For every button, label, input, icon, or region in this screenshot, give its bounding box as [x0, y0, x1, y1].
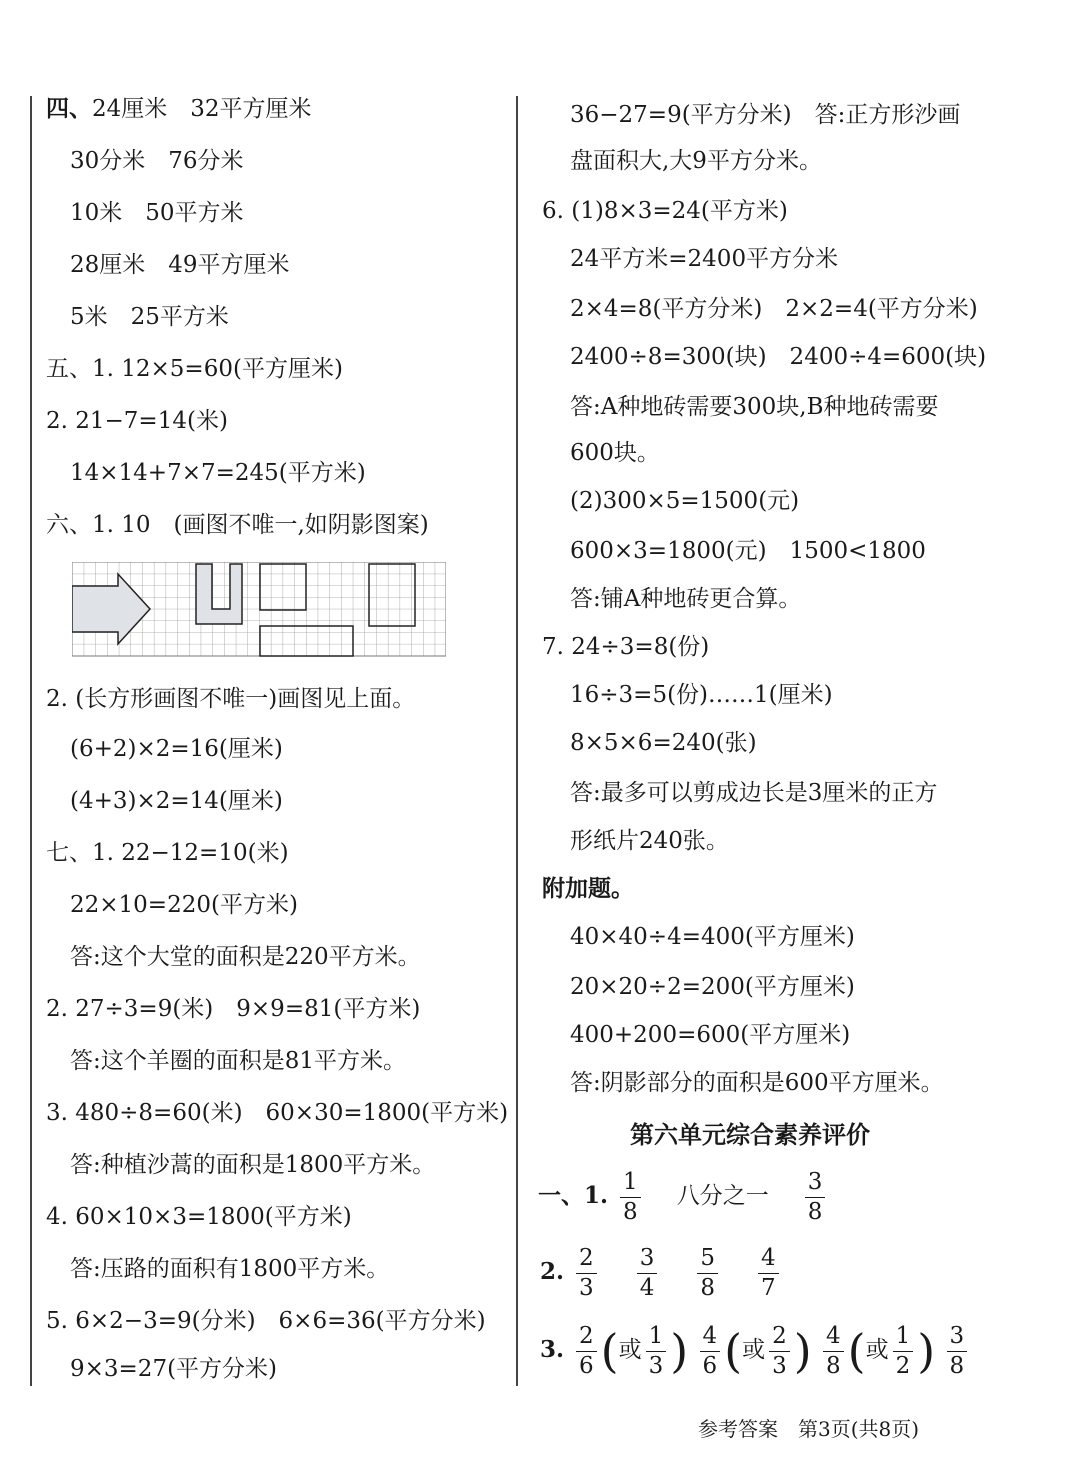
answer-line: 2. (长方形画图不唯一)画图见上面。 — [46, 686, 416, 712]
answer-line: 盘面积大,大9平方分米。 — [570, 148, 822, 174]
page-footer: 参考答案 第3页(共8页) — [698, 1417, 920, 1441]
answer-line: 10米 50平方米 — [70, 200, 244, 226]
answer-line: 36−27=9(平方分米) 答:正方形沙画 — [570, 102, 961, 128]
answer-line: 答:铺A种地砖更合算。 — [570, 586, 802, 612]
answer-line: 7. 24÷3=8(份) — [542, 634, 710, 660]
fraction: $\frac{4}{8}$ — [823, 1325, 844, 1378]
answer-line: 七、1. 22−12=10(米) — [46, 840, 289, 866]
fraction: $\frac{3}{8}$ — [947, 1325, 968, 1378]
answer-line: 16÷3=5(份)……1(厘米) — [570, 682, 833, 708]
answer-line: 2. 21−7=14(米) — [46, 408, 228, 434]
fraction: $\frac{1}{3}$ — [646, 1325, 667, 1378]
fraction: $\frac{4}{7}$ — [758, 1247, 779, 1300]
section-4-head: 四、24厘米 32平方厘米 — [46, 95, 312, 122]
answer-line: 3. 480÷8=60(米) 60×30=1800(平方米) — [46, 1100, 509, 1126]
answer-line: 答:压路的面积有1800平方米。 — [70, 1256, 390, 1282]
fraction: $\frac{2}{3}$ — [769, 1325, 790, 1378]
unit-q3: 3. $\frac{2}{6}$ (或 $\frac{1}{3}$ ) $\frac{4}{6}$ (或 $\frac{2}{3}$ ) $\frac{4}{8}$ (或 $\frac{1}{2}$ ) $\frac{3}{8}$ — [540, 1322, 971, 1378]
answer-line: 形纸片240张。 — [570, 828, 729, 854]
answer-line: 6. (1)8×3=24(平方米) — [542, 198, 788, 224]
left-margin-rule — [30, 96, 32, 1386]
answer-line: 六、1. 10 (画图不唯一,如阴影图案) — [46, 512, 429, 538]
answer-line: 30分米 76分米 — [70, 148, 244, 174]
fraction: $\frac{3}{4}$ — [637, 1247, 658, 1300]
answer-line: 4. 60×10×3=1800(平方米) — [46, 1204, 352, 1230]
answer-line: 5米 25平方米 — [70, 304, 229, 330]
answer-line: 14×14+7×7=245(平方米) — [70, 460, 366, 486]
answer-line: (4+3)×2=14(厘米) — [70, 788, 283, 814]
fraction: $\frac{5}{8}$ — [697, 1247, 718, 1300]
fraction: $\frac{1}{8}$ — [620, 1171, 641, 1224]
answer-line: 600块。 — [570, 440, 660, 466]
answer-line: 5. 6×2−3=9(分米) 6×6=36(平方分米) — [46, 1308, 486, 1334]
answer-line: 8×5×6=240(张) — [570, 730, 757, 756]
answer-line: 600×3=1800(元) 1500<1800 — [570, 538, 926, 564]
column-divider — [516, 96, 518, 1386]
answer-line: 答:阴影部分的面积是600平方厘米。 — [570, 1070, 944, 1096]
answer-line: 2. 27÷3=9(米) 9×9=81(平方米) — [46, 996, 421, 1022]
fraction: $\frac{3}{8}$ — [805, 1171, 826, 1224]
answer-line: 400+200=600(平方厘米) — [570, 1022, 851, 1048]
fraction: $\frac{2}{3}$ — [576, 1247, 597, 1300]
answer-line: 答:A种地砖需要300块,B种地砖需要 — [570, 394, 939, 420]
fraction: $\frac{2}{6}$ — [576, 1325, 597, 1378]
answer-line: 9×3=27(平方分米) — [70, 1356, 278, 1382]
answer-line: 22×10=220(平方米) — [70, 892, 298, 918]
fraction: $\frac{4}{6}$ — [700, 1325, 721, 1378]
answer-line: 答:种植沙蒿的面积是1800平方米。 — [70, 1152, 436, 1178]
answer-line: 2×4=8(平方分米) 2×2=4(平方分米) — [570, 296, 978, 322]
answer-line: 答:最多可以剪成边长是3厘米的正方 — [570, 780, 938, 806]
fraction: $\frac{1}{2}$ — [893, 1325, 914, 1378]
answer-line: 答:这个羊圈的面积是81平方米。 — [70, 1048, 407, 1074]
answer-line: (6+2)×2=16(厘米) — [70, 736, 283, 762]
grid-figure — [72, 562, 446, 658]
answer-line: 五、1. 12×5=60(平方厘米) — [46, 356, 343, 382]
unit-q2: 2. $\frac{2}{3}$ $\frac{3}{4}$ $\frac{5}{8}$ $\frac{4}{7}$ — [540, 1244, 783, 1300]
answer-line: 2400÷8=300(块) 2400÷4=600(块) — [570, 344, 987, 370]
answer-line: 答:这个大堂的面积是220平方米。 — [70, 944, 421, 970]
unit-title: 第六单元综合素养评价 — [630, 1121, 870, 1149]
answer-line: 24平方米=2400平方分米 — [570, 246, 839, 272]
bonus-heading: 附加题。 — [542, 875, 634, 902]
answer-line: 40×40÷4=400(平方厘米) — [570, 924, 855, 950]
answer-line: 28厘米 49平方厘米 — [70, 252, 290, 278]
answer-line: (2)300×5=1500(元) — [570, 488, 800, 514]
unit-q1: 一、1. $\frac{1}{8}$ 八分之一 $\frac{3}{8}$ — [538, 1168, 829, 1224]
answer-line: 20×20÷2=200(平方厘米) — [570, 974, 855, 1000]
